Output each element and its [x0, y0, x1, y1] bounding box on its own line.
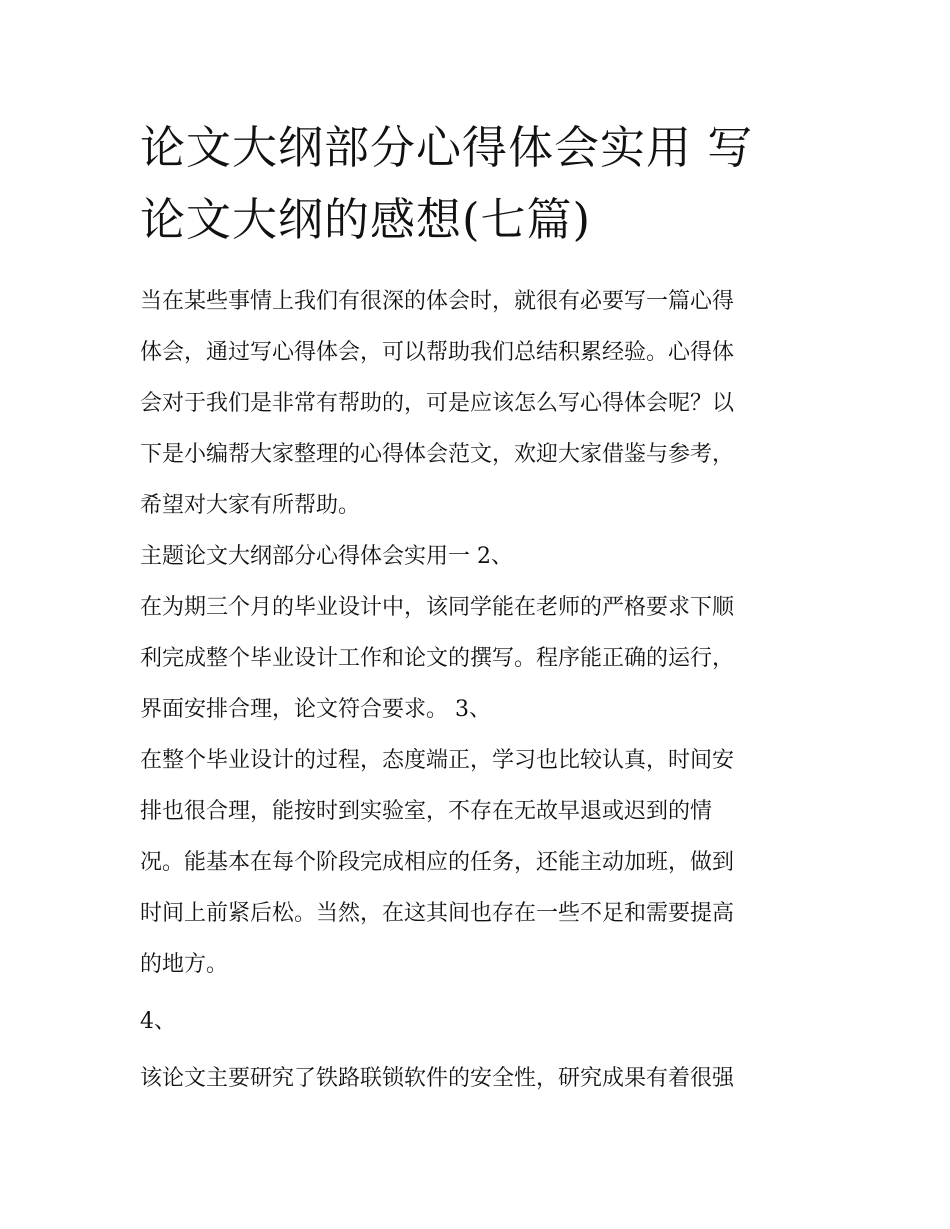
- body-line: 会对于我们是非常有帮助的，可是应该怎么写心得体会呢？以: [140, 391, 735, 416]
- document-body: [140, 276, 820, 1104]
- section-heading: 主题论文大纲部分心得体会实用一 2、: [140, 544, 513, 569]
- document-title: [140, 112, 820, 256]
- body-line: 排也很合理，能按时到实验室，不存在无故早退或迟到的情: [140, 799, 713, 824]
- title-line-1: 论文大纲部分心得体会实用 写: [140, 121, 754, 174]
- body-line: 下是小编帮大家整理的心得体会范文，欢迎大家借鉴与参考，: [140, 442, 735, 467]
- body-line: 界面安排合理，论文符合要求。 3、: [140, 697, 491, 722]
- body-line: 该论文主要研究了铁路联锁软件的安全性，研究成果有着很强: [140, 1066, 735, 1091]
- body-line: 在为期三个月的毕业设计中，该同学能在老师的严格要求下顺: [140, 595, 735, 620]
- body-line: 况。能基本在每个阶段完成相应的任务，还能主动加班，做到: [140, 850, 735, 875]
- title-line-2: 论文大纲的感想(七篇): [140, 193, 592, 246]
- body-line: 希望对大家有所帮助。: [140, 493, 361, 518]
- body-line: 的地方。: [140, 952, 229, 977]
- body-line: 当在某些事情上我们有很深的体会时，就很有必要写一篇心得: [140, 289, 735, 314]
- item-number: 4、: [140, 1009, 176, 1034]
- body-line: 体会，通过写心得体会，可以帮助我们总结积累经验。心得体: [140, 340, 735, 365]
- body-line: 时间上前紧后松。当然，在这其间也存在一些不足和需要提高: [140, 901, 735, 926]
- body-line: 在整个毕业设计的过程，态度端正，学习也比较认真，时间安: [140, 748, 735, 773]
- body-line: 利完成整个毕业设计工作和论文的撰写。程序能正确的运行，: [140, 646, 735, 671]
